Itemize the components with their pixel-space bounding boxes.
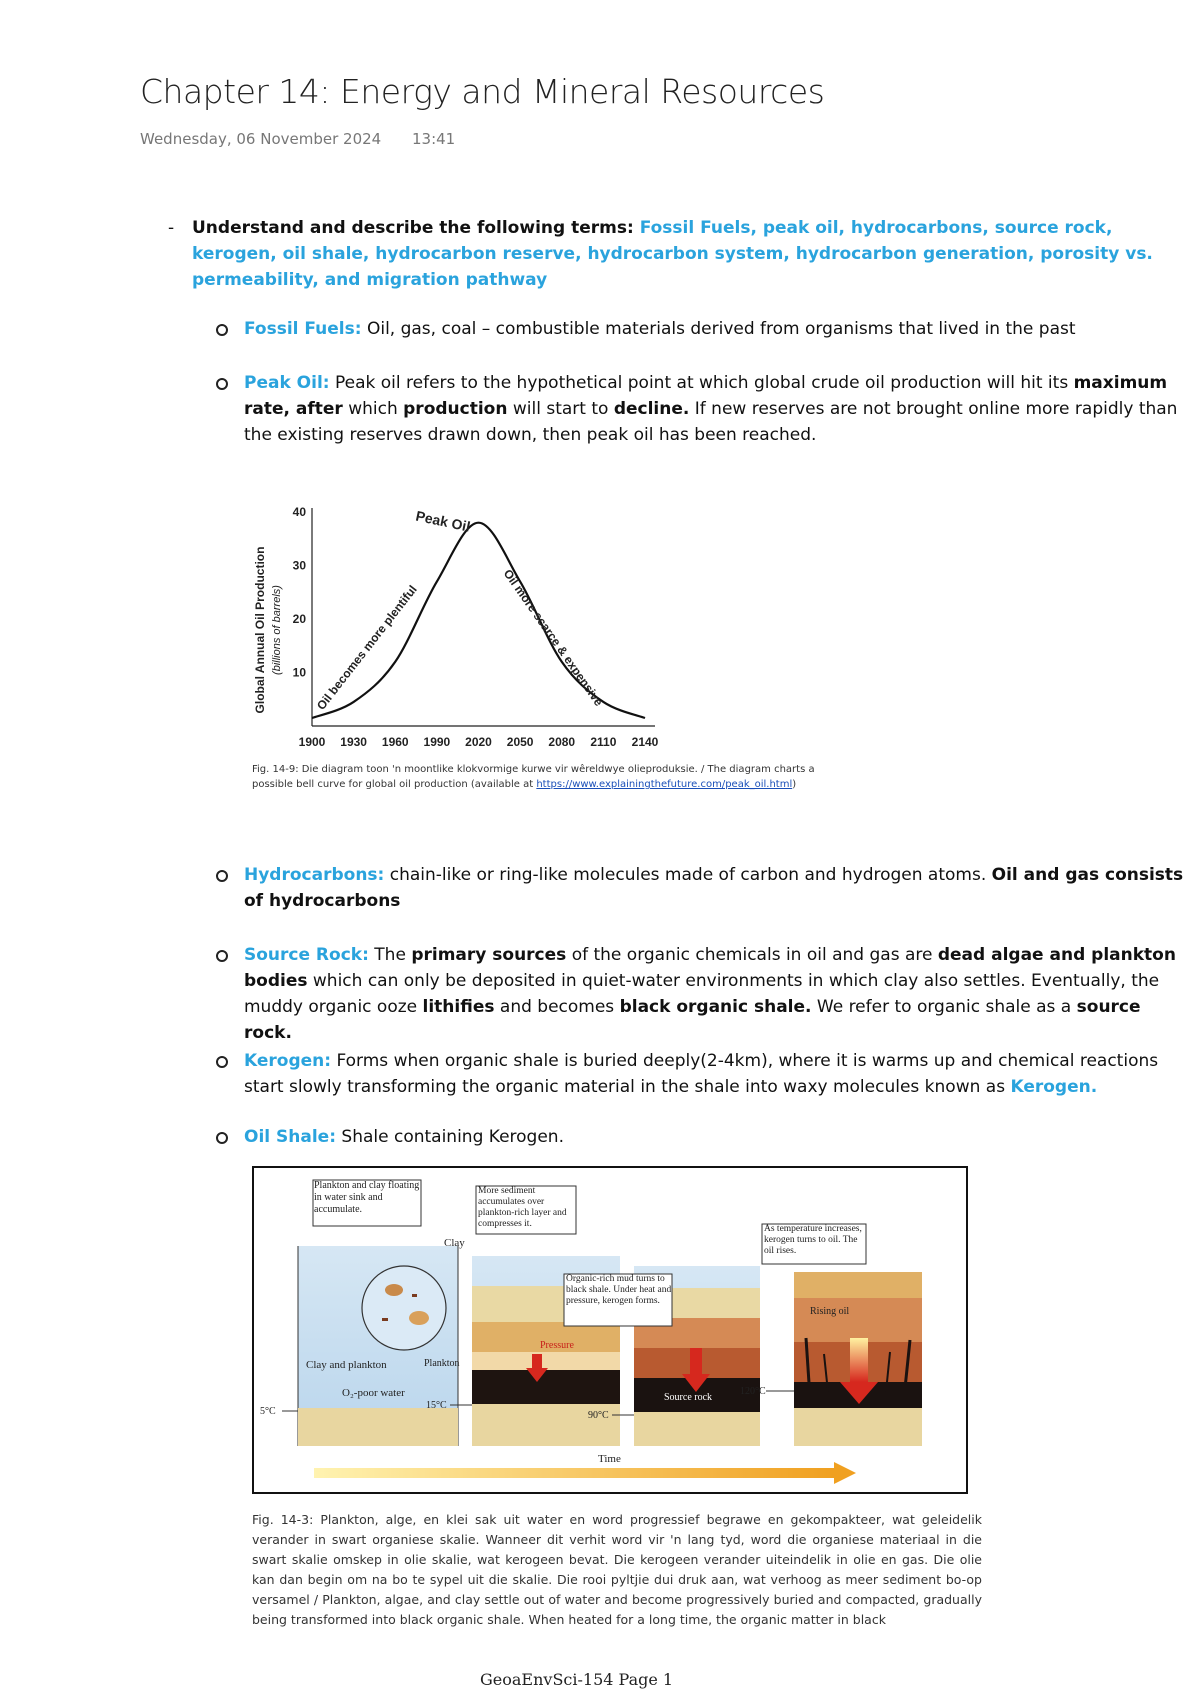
definition-text: Peak oil refers to the hypothetical point at which global crude oil production will hit its xyxy=(329,373,1074,393)
definition-text: chain-like or ring-like molecules made of carbon and hydrogen atoms. xyxy=(384,865,992,885)
pressure-label: Pressure xyxy=(540,1340,574,1351)
bullet-source-rock xyxy=(216,942,1186,1046)
definition-bold: production xyxy=(403,399,508,419)
bullet-fossil-fuels xyxy=(216,316,1186,342)
o2-label: O₂-poor water xyxy=(342,1387,405,1399)
bullet-circle-icon xyxy=(216,950,228,962)
temp-15-label: 15°C xyxy=(426,1400,447,1411)
definition-bold: Oil and gas consists of hydrocarbons xyxy=(244,865,1184,911)
clay-plankton-label: Clay and plankton xyxy=(306,1359,387,1371)
peak-oil-chart xyxy=(250,500,670,762)
bullet-circle-icon xyxy=(216,324,228,336)
y-tick-label: 20 xyxy=(292,612,306,626)
page-date: Wednesday, 06 November 2024 xyxy=(140,130,382,148)
rise-annotation: Oil becomes more plentiful xyxy=(313,582,420,713)
x-tick-label: 2020 xyxy=(465,735,492,749)
definition-bold: decline. xyxy=(613,399,690,419)
clay-label: Clay xyxy=(444,1237,465,1249)
bullet-circle-icon xyxy=(216,1132,228,1144)
definition-text: Shale containing Kerogen. xyxy=(336,1127,564,1147)
caption-text: Fig. 14-9: Die diagram toon 'n moontlike klokvormige kurwe vir wêreldwye olieproduksie. / The diagram charts a possible bell curve for global oil production (available at xyxy=(252,764,815,790)
time-label: Time xyxy=(598,1453,621,1465)
bullet-kerogen xyxy=(216,1048,1186,1100)
figure-caption-oil-formation: Fig. 14-3: Plankton, alge, en klei sak uit water en word progressief begrawe en gekompakteer, wat geleidelik verander in swart organiese skalie. Wanneer dit verhit word vir 'n lang tyd, word die organiese materiaal in die swart skalie omskep in olie skalie, wat kerogeen bevat. Die kerogeen verander uiteindelik in olie en gas. Die olie kan dan begin om na bo te sypel uit die skalie. Die rooi pyltjie dui druk aan, wat verhoog as meer sediment bo-op versamel / Plankton, algae, and clay settle out of water and become progressively buried and compacted, gradually being transformed into black organic shale. When heated for a long time, the organic matter in black xyxy=(252,1512,982,1627)
term-definition: Oil, gas, coal – combustible materials derived from organisms that lived in the past xyxy=(361,319,1076,339)
caption-end: ) xyxy=(792,779,797,790)
learning-objective xyxy=(168,215,1158,293)
definition-text: of the organic chemicals in oil and gas are xyxy=(566,945,938,965)
term-label: Peak Oil: xyxy=(244,373,330,393)
x-tick-label: 1930 xyxy=(340,735,367,749)
definition-bold: dead algae and plankton bodies xyxy=(244,945,1176,991)
y-tick-label: 30 xyxy=(292,558,306,573)
source-rock-label: Source rock xyxy=(664,1392,713,1403)
plankton-label: Plankton xyxy=(424,1358,460,1369)
page-time: 13:41 xyxy=(412,130,456,148)
term-label: Kerogen: xyxy=(244,1051,332,1071)
definition-bold: maximum rate, after xyxy=(244,373,1168,419)
term-label: Fossil Fuels: xyxy=(244,319,362,339)
page-title: Chapter 14: Energy and Mineral Resources xyxy=(140,72,825,111)
time-arrow xyxy=(314,1453,856,1484)
panel-4-oil xyxy=(740,1224,922,1446)
bullet-peak-oil xyxy=(216,370,1186,448)
temp-90-label: 90°C xyxy=(588,1410,609,1421)
bullet-circle-icon xyxy=(216,378,228,390)
x-tick-label: 1960 xyxy=(381,735,409,749)
definition-text: Forms when organic shale is buried deeply(2-4km), where it is warms up and chemical reactions start slowly transforming the organic material in the shale into waxy molecules known as xyxy=(244,1051,1159,1097)
x-tick-label: 2140 xyxy=(631,735,659,749)
definition-text: The xyxy=(368,945,412,965)
rising-oil-label: Rising oil xyxy=(810,1306,850,1317)
temp-5-label: 5°C xyxy=(260,1406,276,1417)
page-datetime xyxy=(140,130,481,148)
y-axis-label: Global Annual Oil Production xyxy=(253,546,267,714)
y-axis-sublabel: (billions of barrels) xyxy=(271,585,283,675)
x-tick-label: 1990 xyxy=(423,735,451,749)
y-axis-title xyxy=(253,547,283,714)
magnifier-circle xyxy=(362,1266,446,1350)
definition-highlight: Kerogen. xyxy=(1010,1077,1098,1097)
definition-bold: black organic shale. xyxy=(619,997,812,1017)
bullet-circle-icon xyxy=(216,1056,228,1068)
objective-terms: Fossil Fuels, peak oil, hydrocarbons, source rock, kerogen, oil shale, hydrocarbon reserve, hydrocarbon system, hydrocarbon generation, porosity vs. permeability, and migration pathway xyxy=(192,218,1153,290)
temp-120-label: 120°C xyxy=(740,1386,766,1397)
oil-formation-diagram xyxy=(252,1166,968,1494)
x-tick-label: 2080 xyxy=(548,735,576,749)
term-label: Hydrocarbons: xyxy=(244,865,385,885)
figure-caption-peak-oil xyxy=(252,762,832,792)
definition-text: If new reserves are not brought online more rapidly than the existing reserves drawn down, then peak oil has been reached. xyxy=(244,399,1178,445)
dash-marker: - xyxy=(168,218,175,238)
panel-2-label: More sediment accumulates over plankton-rich layer and compresses it. xyxy=(478,1186,567,1229)
y-tick-label: 40 xyxy=(292,505,306,519)
bullet-circle-icon xyxy=(216,870,228,882)
bullet-oil-shale xyxy=(216,1124,1186,1150)
panel-3-label: Organic-rich mud turns to black shale. Under heat and pressure, kerogen forms. xyxy=(566,1274,672,1306)
definition-text: which can only be deposited in quiet-water environments in which clay also settles. Eventually, the muddy organic ooze xyxy=(244,971,1160,1017)
definition-text: and becomes xyxy=(494,997,620,1017)
definition-bold: source rock. xyxy=(244,997,1141,1043)
y-tick-label: 10 xyxy=(292,665,306,680)
term-label: Oil Shale: xyxy=(244,1127,336,1147)
term-label: Source Rock: xyxy=(244,945,369,965)
peak-annotation: Peak Oil xyxy=(414,507,472,535)
definition-text: will start to xyxy=(507,399,614,419)
panel-4-label: As temperature increases, kerogen turns to oil. The oil rises. xyxy=(764,1224,862,1256)
fall-annotation: Oil more scarce & expensive xyxy=(500,566,606,709)
definition-bold: lithifies xyxy=(422,997,495,1017)
definition-text: which xyxy=(342,399,404,419)
panel-1-label: Plankton and clay floating in water sink and accumulate. xyxy=(314,1180,420,1215)
caption-link[interactable]: https://www.explainingthefuture.com/peak_oil.html xyxy=(536,779,793,790)
x-tick-label: 1900 xyxy=(298,735,326,749)
objective-lead: Understand and describe the following terms: xyxy=(192,218,640,238)
x-tick-label: 2050 xyxy=(506,735,534,749)
bullet-hydrocarbons xyxy=(216,862,1186,914)
x-tick-label: 2110 xyxy=(590,735,617,749)
page-footer: GeoaEnvSci-154 Page 1 xyxy=(480,1670,674,1689)
definition-bold: primary sources xyxy=(411,945,567,965)
definition-text: We refer to organic shale as a xyxy=(811,997,1077,1017)
